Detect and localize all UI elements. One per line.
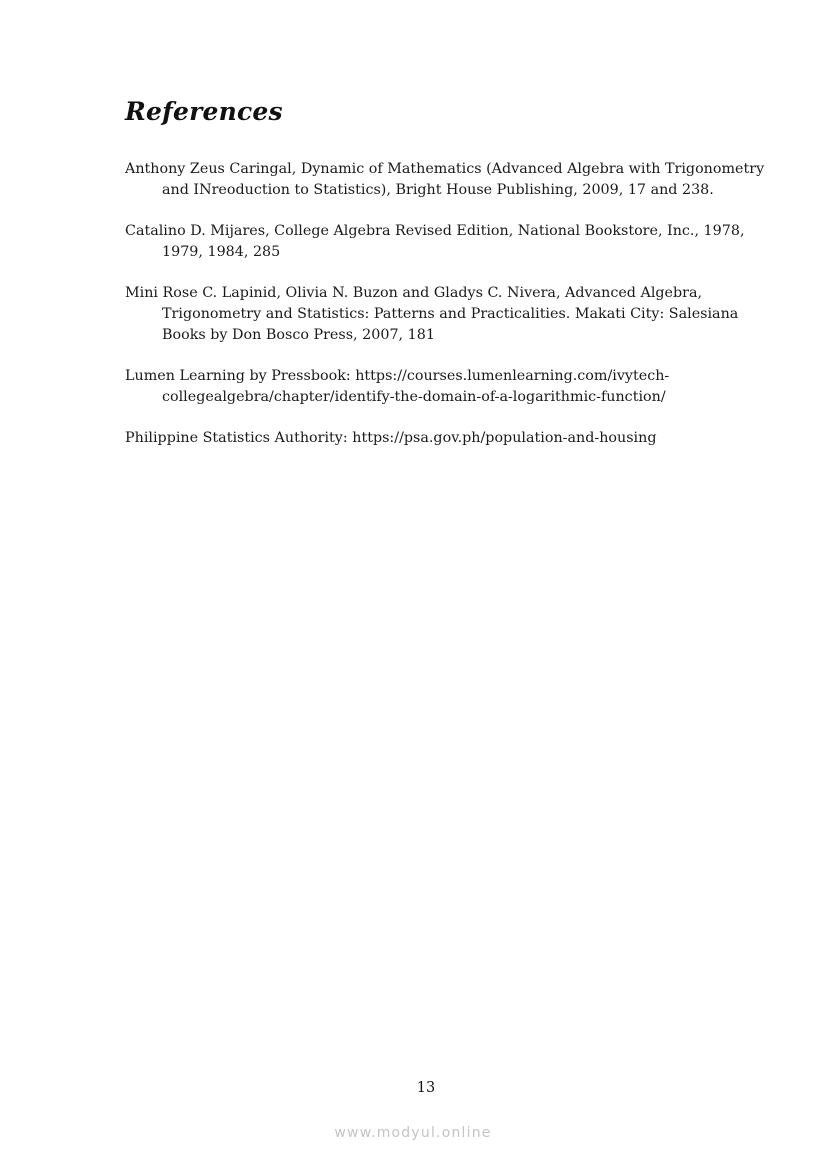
page-number: 13 <box>416 1080 436 1096</box>
reference-item: Mini Rose C. Lapinid, Olivia N. Buzon and Gladys C. Nivera, Advanced Algebra, Trigonometry and Statistics: Patterns and Practicalities. Makati City: Salesiana Books by Don Bosco Press, 2007, 181 <box>125 285 739 343</box>
reference-item: Philippine Statistics Authority: https://psa.gov.ph/population-and-housing <box>125 430 657 447</box>
reference-list <box>125 159 770 469</box>
reference-item: Catalino D. Mijares, College Algebra Revised Edition, National Bookstore, Inc., 1978, 1979, 1984, 285 <box>125 223 745 260</box>
reference-item: Lumen Learning by Pressbook: https://courses.lumenlearning.com/ivytech-collegealgebra/chapter/identify-the-domain-of-a-logarithmic-function/ <box>125 367 670 405</box>
watermark: www.modyul.online <box>334 1125 492 1141</box>
page-title: References <box>125 97 283 126</box>
reference-item: Anthony Zeus Caringal, Dynamic of Mathematics (Advanced Algebra with Trigonometry and INreoduction to Statistics), Bright House Publishing, 2009, 17 and 238. <box>125 161 765 198</box>
